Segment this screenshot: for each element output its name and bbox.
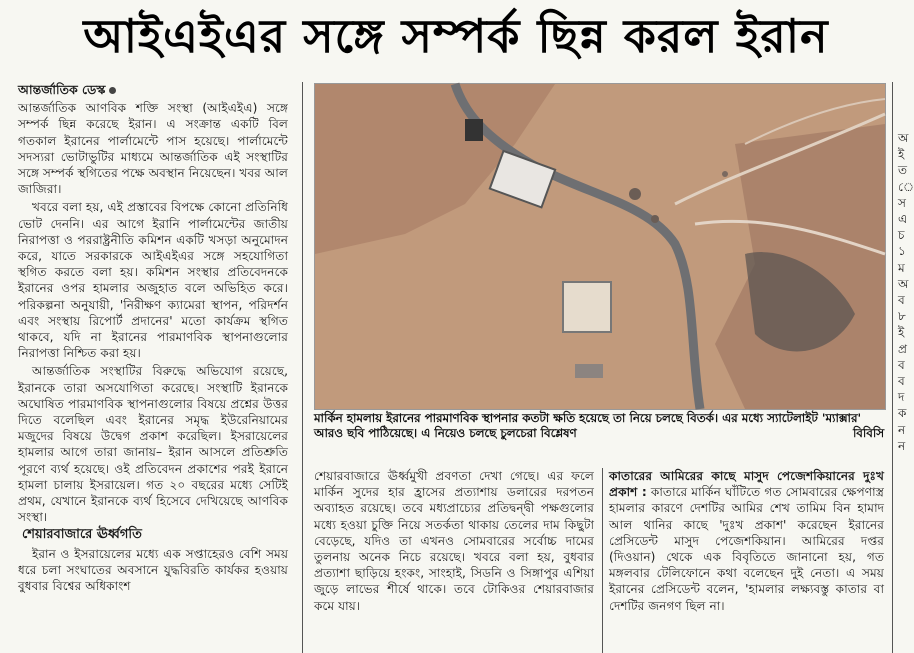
column-divider xyxy=(302,82,303,653)
dateline: আন্তর্জাতিক ডেস্ক xyxy=(18,82,288,98)
column-divider xyxy=(602,468,603,653)
column-divider xyxy=(892,82,893,653)
article-column-3 xyxy=(609,468,884,653)
paragraph: আন্তর্জাতিক সংস্থাটির বিরুদ্ধে অভিযোগ রয়েছে, ইরানকে তারা অসযোগিতা করেছে। সংস্থাটি ইরানকে অঘোষিত পারমাণবিক স্থাপনাগুলোর বিষয়ে প্রশ্নের উত্তর দিতে বলেছিল এবং ইরানের সমৃদ্ধ ইউরেনিয়ামের মজুদের বিষয়ে উদ্বেগ প্রকাশ করেছিল। ইসরায়েলের হামলার আগে তারা জানায়– ইরান আসলে প্রতিশ্রুতি পূরণে ব্যর্থ হয়েছে। ওই প্রতিবেদন প্রকাশের পরই ইরানে হামলা চালায় ইসরায়েল। গত ২০ বছরের মধ্যে সেটিই প্রথম, যেখানে ইরানকে ব্যর্থ হিসেবে দেখিয়েছে আণবিক সংস্থা। xyxy=(18,364,288,525)
satellite-photo xyxy=(314,83,886,410)
article-column-1 xyxy=(18,82,288,653)
subheading: শেয়ারবাজারে ঊর্ধ্বগতি xyxy=(22,527,142,543)
paragraph-body: কাতারে মার্কিন ঘাঁটিতে গত সোমবারের ক্ষেপণাস্ত্র হামলার কারণে দেশটির আমির শেখ তামিম বিন হামাদ আল থানির কাছে 'দুঃখ প্রকাশ' করেছেন ইরানের প্রেসিডেন্ট মাসুদ পেজেশকিয়ান। আমিরের দপ্তর (দিওয়ান) থেকে এক বিবৃতিতে জানানো হয়, গত মঙ্গলবার টেলিফোনে কথা বলেছেন দুই নেতা। এ সময় ইরানের প্রেসিডেন্ট বলেন, 'হামলার লক্ষ্যবস্তু কাতার বা দেশটির জনগণ ছিল না। xyxy=(609,485,885,613)
photo-credit: বিবিসি xyxy=(852,426,884,440)
bullet-dot-icon xyxy=(109,87,116,94)
caption-text: মার্কিন হামলায় ইরানের পারমাণবিক স্থাপনার কতটা ক্ষতি হয়েছে তা নিয়ে চলছে বিতর্ক। এর মধ্যে স্যাটেলাইট 'ম্যাক্সার' আরও ছবি পাঠিয়েছে। এ নিয়েও চলছে চুলচেরা বিশ্লেষণ xyxy=(314,411,862,440)
paragraph: শেয়ারবাজারে ঊর্ধ্বমুখী প্রবণতা দেখা গেছে। এর ফলে মার্কিন সুদের হার হ্রাসের প্রত্যাশায় ডলারের দরপতন অব্যাহত রয়েছে। তবে মধ্যপ্রাচ্যের প্রতিদ্বন্দ্বী পক্ষগুলোর মধ্যে হওয়া চুক্তি নিয়ে সতর্কতা থাকায় তেলের দাম কিছুটা বেড়েছে, যদিও তা এখনও সোমবারের সর্বোচ্চ দামের তুলনায় অনেক নিচে রয়েছে। খবরে বলা হয়, বুধবার প্রত্যাশা ছাড়িয়ে হংকং, সাংহাই, সিডনি ও সিঙ্গাপুর এশিয়া জুড়ে লাভের শীর্ষে থাকে। তবে টোকিওর শেয়ারবাজার কমে যায়। xyxy=(314,469,594,613)
paragraph xyxy=(609,468,884,614)
article-column-2 xyxy=(314,468,594,653)
adjacent-article-fragment: অ ই ত ে স এ চ ১ ম অ ব ৮ ই প্র ব ব দ ক ন ন xyxy=(898,131,914,453)
photo-caption xyxy=(314,411,884,441)
paragraph: ইরান ও ইসরায়েলের মধ্যে এক সপ্তাহেরও বেশি সময় ধরে চলা সংঘাতের অবসানে যুদ্ধবিরতি কার্যকর হওয়ায় বুধবার বিশ্বের অধিকাংশ xyxy=(18,546,288,594)
headline: আইএইএর সঙ্গে সম্পর্ক ছিন্ন করল ইরান xyxy=(83,9,829,63)
paragraph: আন্তর্জাতিক আণবিক শক্তি সংস্থা (আইএইএ) সঙ্গে সম্পর্ক ছিন্ন করেছে ইরান। এ সংক্রান্ত একটি বিল গতকাল ইরানের পার্লামেন্টে পাস হয়েছে। পার্লামেন্টে সদস্যরা ভোটাভুটির মাধ্যমে আন্তর্জাতিক এই সংস্থাটির সঙ্গে সম্পর্ক স্থগিতের পক্ষে অবস্থান নিয়েছেন। খবর আল জাজিরা। xyxy=(18,101,288,197)
paragraph-lead: কাতারের আমিরের কাছে মাসুদ পেজেশকিয়ানের দুঃখ প্রকাশ : xyxy=(609,469,884,500)
paragraph: খবরে বলা হয়, এই প্রস্তাবের বিপক্ষে কোনো প্রতিনিধি ভোট দেননি। এর আগে ইরানি পার্লামেন্টের জাতীয় নিরাপত্তা ও পররাষ্ট্রনীতি কমিশন একটি খসড়া অনুমোদন করে, যাতে সরকারকে আইএইএর সঙ্গে সহযোগিতা স্থগিত করতে বলা হয়। কমিশন সংস্থার প্রতিবেদনকে ইরানের ওপর হামলার অজুহাত বলে অভিহিত করে। পরিকল্পনা অনুযায়ী, 'নিরীক্ষণ ক্যামেরা স্থাপন, পরিদর্শন এবং সংস্থায় রিপোর্ট প্রদানের' মতো কার্যক্রম স্থগিত থাকবে, যদি না ইরানের পারমাণবিক স্থাপনাগুলোর নিরাপত্তা নিশ্চিত করা হয়। xyxy=(18,200,288,361)
satellite-image-illustration xyxy=(315,84,885,409)
